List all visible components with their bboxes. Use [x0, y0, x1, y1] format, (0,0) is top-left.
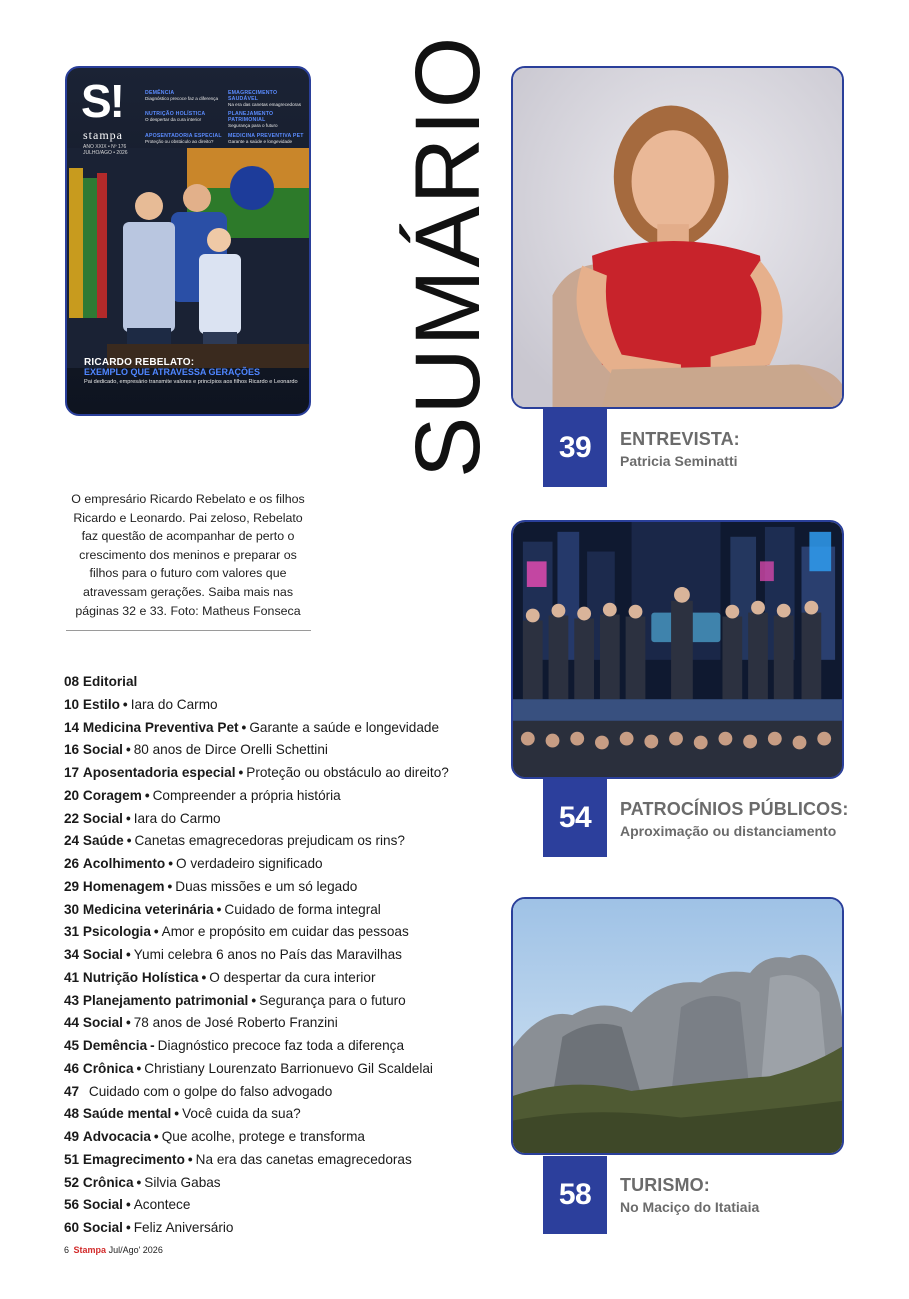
- cover-edition: ANO XXIX • Nº 176 JULHO/AGO • 2026: [83, 144, 128, 156]
- toc-item[interactable]: 20 Coragem • Compreender a própria história: [64, 787, 341, 803]
- toc-item[interactable]: 44 Social • 78 anos de José Roberto Franzini: [64, 1015, 338, 1031]
- toc-item[interactable]: 24 Saúde • Canetas emagrecedoras prejudicam os rins?: [64, 833, 405, 849]
- mountain-image: [513, 899, 842, 1153]
- magazine-cover[interactable]: [65, 66, 311, 416]
- feature-page-number[interactable]: 54: [543, 779, 607, 857]
- page-title: SUMÁRIO: [397, 34, 499, 478]
- footer-page-number: 6: [64, 1245, 70, 1255]
- teaser: APOSENTADORIA ESPECIAL Proteção ou obstáculo ao direito?: [145, 132, 222, 144]
- toc-item[interactable]: 14 Medicina Preventiva Pet • Garante a saúde e longevidade: [64, 719, 440, 735]
- cover-headline-subtitle: EXEMPLO QUE ATRAVESSA GERAÇÕES: [84, 367, 261, 378]
- toc-item[interactable]: 26 Acolhimento • O verdadeiro significado: [64, 856, 323, 871]
- toc-item[interactable]: 45 Demência - Diagnóstico precoce faz toda a diferença: [64, 1038, 405, 1053]
- feature-title: ENTREVISTA:: [620, 429, 740, 449]
- toc-item[interactable]: 30 Medicina veterinária • Cuidado de forma integral: [64, 901, 381, 917]
- toc-item[interactable]: 08 Editorial: [64, 674, 138, 689]
- toc-item[interactable]: 16 Social • 80 anos de Dirce Orelli Schettini: [64, 742, 328, 758]
- toc-item[interactable]: 29 Homenagem • Duas missões e um só legado: [64, 878, 358, 894]
- table-of-contents: [64, 671, 484, 1240]
- feature-subtitle: Patricia Seminatti: [620, 453, 738, 469]
- toc-item[interactable]: 43 Planejamento patrimonial • Segurança para o futuro: [64, 992, 406, 1008]
- cover-logo: S!: [81, 75, 123, 127]
- cityscape-image: [513, 522, 842, 777]
- feature-page-number[interactable]: 58: [543, 1156, 607, 1234]
- footer-brand: Stampa: [73, 1245, 107, 1255]
- sponsorship-photo[interactable]: [511, 520, 844, 779]
- tourism-photo[interactable]: [511, 897, 844, 1155]
- toc-item[interactable]: 56 Social • Acontece: [64, 1197, 191, 1213]
- toc-item[interactable]: 60 Social • Feliz Aniversário: [64, 1220, 234, 1235]
- toc-item[interactable]: 52 Crônica • Silvia Gabas: [64, 1174, 221, 1190]
- cover-headline-title: RICARDO REBELATO:: [84, 357, 195, 369]
- toc-item[interactable]: 34 Social • Yumi celebra 6 anos no País das Maravilhas: [64, 947, 402, 962]
- toc-item[interactable]: 46 Crônica • Christiany Lourenzato Barrionuevo Gil Scaldelai: [64, 1060, 433, 1076]
- feature-title: PATROCÍNIOS PÚBLICOS:: [620, 799, 849, 819]
- toc-item[interactable]: 49 Advocacia • Que acolhe, protege e transforma: [64, 1129, 365, 1144]
- cover-headline-dek: Pai dedicado, empresário transmite valores e princípios aos filhos Ricardo e Leonardo: [84, 379, 298, 386]
- toc-item[interactable]: 48 Saúde mental • Você cuida da sua?: [64, 1106, 301, 1122]
- portrait-image: [513, 68, 842, 407]
- toc-item[interactable]: 10 Estilo • Iara do Carmo: [64, 696, 218, 712]
- teaser: EMAGRECIMENTO SAUDÁVEL Na era das canetas emagrecedoras: [228, 90, 302, 107]
- page-footer: [64, 1245, 163, 1255]
- teaser: DEMÊNCIA Diagnóstico precoce faz a diferença: [145, 90, 219, 101]
- feature-title: TURISMO:: [620, 1175, 710, 1195]
- feature-subtitle: No Maciço do Itatiaia: [620, 1199, 760, 1215]
- interview-photo[interactable]: [511, 66, 844, 409]
- teaser: MEDICINA PREVENTIVA PET Garante a saúde e longevidade: [228, 132, 304, 144]
- toc-item[interactable]: 51 Emagrecimento • Na era das canetas emagrecedoras: [64, 1151, 412, 1167]
- cover-photo: [67, 148, 311, 368]
- teaser: PLANEJAMENTO PATRIMONIAL Segurança para o futuro: [228, 111, 278, 129]
- feature-subtitle: Aproximação ou distanciamento: [620, 823, 837, 839]
- toc-item[interactable]: 17 Aposentadoria especial • Proteção ou obstáculo ao direito?: [64, 765, 449, 780]
- teaser: NUTRIÇÃO HOLÍSTICA O despertar da cura interior: [145, 111, 206, 123]
- feature-page-number[interactable]: 39: [543, 409, 607, 487]
- cover-caption: O empresário Ricardo Rebelato e os filhos Ricardo e Leonardo. Pai zeloso, Rebelato faz questão de acompanhar de perto o crescimento dos meninos e preparar os filhos para o futuro com valores que atravessam gerações. Saiba mais nas páginas 32 e 33. Foto: Matheus Fonseca: [71, 492, 305, 618]
- toc-item[interactable]: 47 Cuidado com o golpe do falso advogado: [64, 1083, 333, 1099]
- cover-headline: [84, 358, 304, 386]
- footer-issue: Jul/Ago' 2026: [108, 1245, 163, 1255]
- cover-teasers: [145, 90, 305, 144]
- divider: [66, 630, 311, 631]
- toc-item[interactable]: 31 Psicologia • Amor e propósito em cuidar das pessoas: [64, 924, 409, 940]
- cover-logo-subtitle: stampa: [83, 128, 123, 142]
- toc-item[interactable]: 22 Social • Iara do Carmo: [64, 810, 221, 826]
- toc-item[interactable]: 41 Nutrição Holística • O despertar da cura interior: [64, 969, 376, 985]
